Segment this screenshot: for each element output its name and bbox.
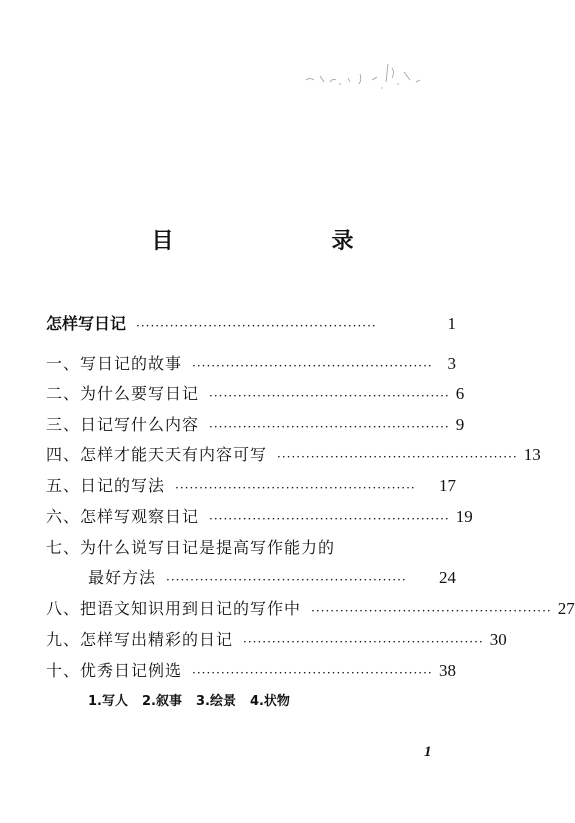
toc-entry-label: 九、怎样写出精彩的日记 — [46, 630, 234, 649]
toc-main-entry[interactable] — [46, 310, 456, 334]
toc-entry-7[interactable] — [46, 534, 456, 558]
toc-entry-4[interactable] — [46, 441, 541, 465]
dot-leader: ·················································· — [311, 604, 552, 618]
toc-entry-6[interactable] — [46, 503, 473, 527]
toc-entry-label: 二、为什么要写日记 — [46, 384, 200, 403]
toc-page-number: 3 — [447, 354, 456, 373]
toc-entry-1[interactable] — [46, 350, 456, 374]
dot-leader: ·················································· — [192, 666, 433, 680]
toc-page-number: 1 — [447, 314, 456, 333]
toc-page-number: 38 — [439, 661, 456, 680]
page-title: 目 录 — [151, 229, 392, 254]
dot-leader: ·················································· — [175, 481, 416, 495]
dot-leader: ·················································· — [136, 319, 377, 333]
scan-smudge — [300, 58, 430, 98]
page-number-footer: 1 — [424, 744, 432, 760]
toc-entry-label: 七、为什么说写日记是提高写作能力的 — [46, 538, 336, 557]
dot-leader: ·················································· — [166, 573, 407, 587]
toc-page-number: 30 — [489, 630, 507, 649]
toc-entry-label: 怎样写日记 — [46, 314, 127, 333]
toc-page-number: 19 — [455, 507, 473, 526]
toc-subitem[interactable]: 4.状物 — [249, 694, 290, 709]
toc-page-number: 27 — [557, 599, 575, 618]
toc-entry-label: 一、写日记的故事 — [46, 354, 183, 373]
toc-entry-5[interactable] — [46, 472, 456, 496]
toc-entry-label: 十、优秀日记例选 — [46, 661, 183, 680]
toc-entry-label: 三、日记写什么内容 — [46, 415, 200, 434]
toc-entry-7-continued[interactable] — [88, 564, 456, 588]
toc-entry-label: 最好方法 — [88, 568, 157, 587]
toc-page-number: 24 — [439, 568, 456, 587]
dot-leader: ·················································· — [209, 389, 450, 403]
toc-page-number: 13 — [523, 445, 541, 464]
toc-entry-10[interactable] — [46, 657, 456, 681]
toc-entry-8[interactable] — [46, 595, 575, 619]
toc-entry-2[interactable] — [46, 380, 465, 404]
toc-page-number: 6 — [455, 384, 465, 403]
toc-page-number: 9 — [455, 415, 465, 434]
toc-entry-3[interactable] — [46, 411, 465, 435]
toc-subitem[interactable]: 2.叙事 — [141, 694, 182, 709]
dot-leader: ·················································· — [209, 512, 450, 526]
toc-entry-label: 五、日记的写法 — [46, 476, 166, 495]
dot-leader: ·················································· — [277, 450, 518, 464]
toc-subitems — [88, 690, 290, 709]
dot-leader: ·················································· — [209, 420, 450, 434]
toc-entry-label: 四、怎样才能天天有内容可写 — [46, 445, 268, 464]
toc-entry-label: 八、把语文知识用到日记的写作中 — [46, 599, 302, 618]
toc-entry-9[interactable] — [46, 626, 507, 650]
toc-entry-label: 六、怎样写观察日记 — [46, 507, 200, 526]
toc-page-number: 17 — [439, 476, 456, 495]
toc-subitem[interactable]: 3.绘景 — [195, 694, 236, 709]
toc-subitem[interactable]: 1.写人 — [88, 694, 128, 709]
dot-leader: ·················································· — [192, 359, 433, 373]
dot-leader: ·················································· — [243, 635, 484, 649]
